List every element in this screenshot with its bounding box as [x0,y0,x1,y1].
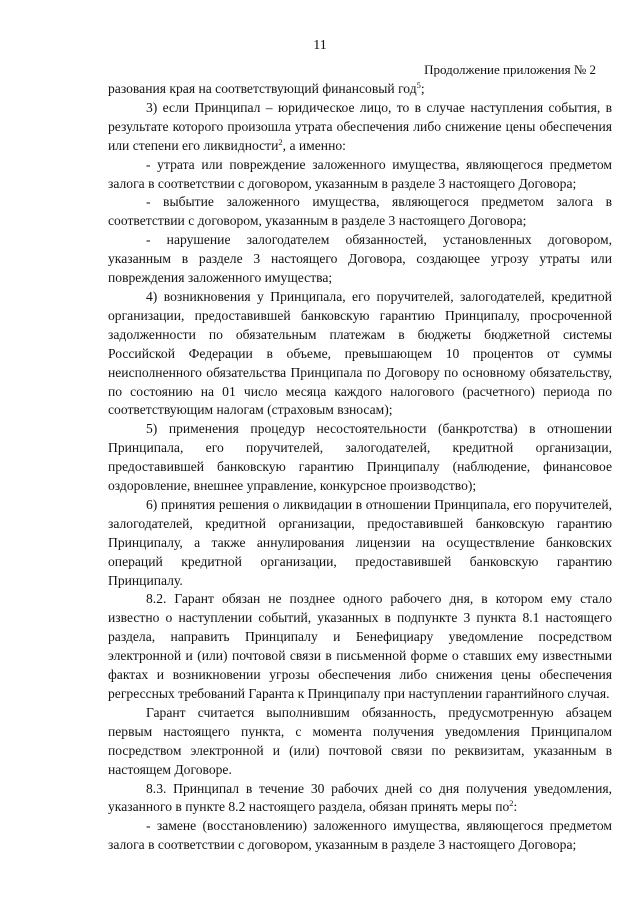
paragraph-text: - утрата или повреждение заложенного имущества, являющегося предметом залога в соответствии с договором, указанным в разделе 3 настоящего Договора; [108,156,612,191]
paragraph [108,80,612,99]
paragraph [108,193,612,231]
paragraph-text: Гарант считается выполнившим обязанность, предусмотренную абзацем первым настоящего пункта, с момента получения уведомления Принципалом посредством электронной и (или) почтовой связи по реквизитам, указанным в настоящем Договоре. [108,704,612,777]
paragraph-tail: , а именно: [282,137,346,153]
page-number: 11 [313,38,327,53]
paragraph [108,420,612,496]
paragraph [108,156,612,194]
paragraph [108,496,612,591]
paragraph-text: - нарушение залогодателем обязанностей, установленных договором, указанным в разделе 3 настоящего Договора, создающее угрозу утраты или повреждения заложенного имущества; [108,232,612,286]
paragraph-text: - выбытие заложенного имущества, являющегося предметом залога в соответствии с договором, указанным в разделе 3 настоящего Договора; [108,194,612,229]
paragraph-text: 4) возникновения у Принципала, его поручителей, залогодателей, кредитной организации, предоставившей банковскую гарантию Принципалу, просроченной задолженности по обязательным платежам в бюджеты бюджетной системы Российской Федерации в объеме, превышающем 10 процентов от суммы неисполненного обязательства Принципала по Договору по основному обязательству, по состоянию на 01 число месяца каждого налогового (расчетного) периода по соответствующим налогам (страховым взносам); [108,288,612,418]
footnote-ref: 2 [278,136,283,147]
paragraph-text: 8.3. Принципал в течение 30 рабочих дней со дня получения уведомления, указанного в пункте 8.2 настоящего раздела, обязан принять меры по [108,780,612,815]
paragraph [108,288,612,420]
footnote-ref: 5 [416,80,421,90]
paragraph [108,704,612,780]
paragraph-text: 5) применения процедур несостоятельности (банкротства) в отношении Принципала, его поручителей, залогодателей, кредитной организации, предоставившей банковскую гарантию Принципалу (наблюдение, финансовое оздоровление, внешнее управление, конкурсное производство); [108,421,612,494]
paragraph [108,99,612,156]
paragraph [108,817,612,855]
paragraph-tail: ; [420,81,425,96]
paragraph [108,590,612,703]
paragraph-text: разования края на соответствующий финансовый год [108,81,417,96]
footnote-ref: 2 [509,798,514,809]
paragraph-text: - замене (восстановлению) заложенного имущества, являющегося предметом залога в соответствии с договором, указанным в разделе 3 настоящего Договора; [108,818,612,853]
paragraph [108,780,612,818]
appendix-continuation-note: Продолжение приложения № 2 [424,62,596,77]
document-body [108,80,612,855]
paragraph-text: 6) принятия решения о ликвидации в отношении Принципала, его поручителей, залогодателей, кредитной организации, предоставившей банковскую гарантию Принципалу, а также аннулирования лицензии на осуществление банковских операций кредитной организации, предоставившей банковскую гарантию Принципалу. [108,496,612,588]
paragraph-tail: : [513,799,518,815]
paragraph-text: 8.2. Гарант обязан не позднее одного рабочего дня, в котором ему стало известно о наступлении событий, указанных в подпункте 3 пункта 8.1 настоящего раздела, направить Принципалу и Бенефициару уведомление посредством электронной и (или) почтовой связи в письменной форме о ставших ему известными фактах и возникновении угрозы обеспечения либо снижения цены обеспечения регрессных требований Гаранта к Принципалу при наступлении гарантийного случая. [108,591,612,701]
paragraph-text: 3) если Принципал – юридическое лицо, то в случае наступления события, в результате которого произошла утрата обеспечения либо снижение цены обеспечения или степени его ликвидности [108,99,612,153]
paragraph [108,231,612,288]
